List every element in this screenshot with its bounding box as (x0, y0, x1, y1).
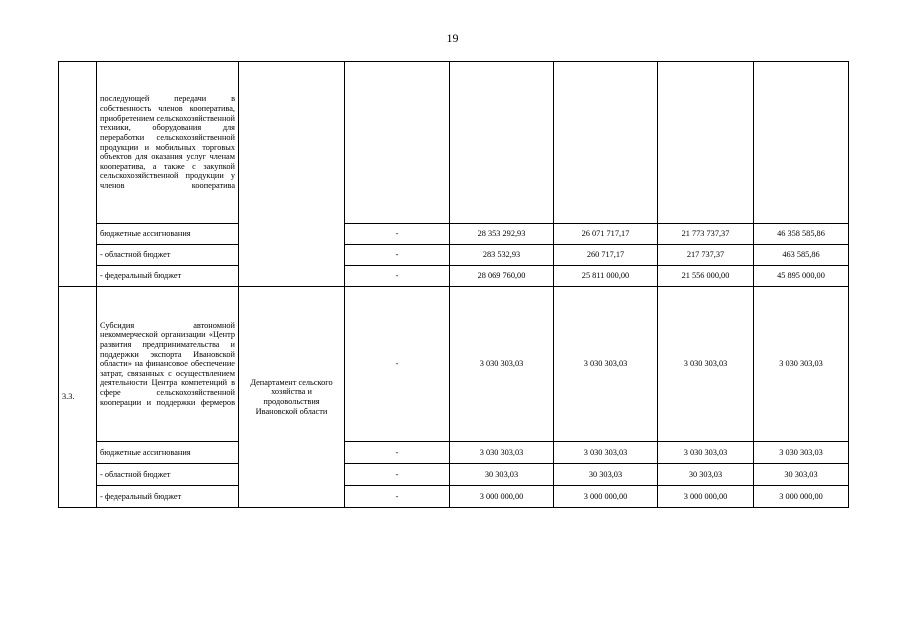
value-cell: 463 585,86 (754, 245, 849, 266)
row-label: - областной бюджет (97, 245, 239, 266)
table-row (59, 62, 849, 224)
page-number: 19 (446, 31, 459, 45)
dash-cell: - (345, 266, 450, 287)
code-cell (59, 62, 97, 287)
row-label: бюджетные ассигнования (97, 442, 239, 464)
value-cell: 46 358 585,86 (754, 224, 849, 245)
row-label: - областной бюджет (97, 464, 239, 486)
table-row (59, 442, 849, 464)
value-cell: 45 895 000,00 (754, 266, 849, 287)
value-cell: 3 030 303,03 (554, 442, 658, 464)
value-cell: 3 000 000,00 (450, 486, 554, 508)
value-cell: 3 000 000,00 (754, 486, 849, 508)
row-label: бюджетные ассигнования (97, 224, 239, 245)
row-label: - федеральный бюджет (97, 266, 239, 287)
value-cell: 3 000 000,00 (658, 486, 754, 508)
value-cell: 217 737,37 (658, 245, 754, 266)
description-cell: последующей передачи в собственность членов кооператива, приобретением сельскохозяйственной техники, оборудования для переработки сельскохозяйственной продукции и мобильных торговых объектов для оказания услуг членам кооператива, а также с закупкой сельскохозяйственной продукции у членов кооператива (97, 62, 239, 224)
value-cell: 30 303,03 (658, 464, 754, 486)
empty-cell (450, 62, 554, 224)
value-cell: 21 773 737,37 (658, 224, 754, 245)
table-row (59, 287, 849, 442)
table-row (59, 224, 849, 245)
value-cell: 283 532,93 (450, 245, 554, 266)
dash-cell: - (345, 287, 450, 442)
value-cell: 21 556 000,00 (658, 266, 754, 287)
budget-table (58, 61, 849, 508)
executor-cell: Департамент сельского хозяйства и продовольствия Ивановской области (239, 287, 345, 508)
dash-cell: - (345, 464, 450, 486)
value-cell: 3 030 303,03 (450, 287, 554, 442)
empty-cell (658, 62, 754, 224)
value-cell: 26 071 717,17 (554, 224, 658, 245)
dash-cell: - (345, 486, 450, 508)
value-cell: 28 069 760,00 (450, 266, 554, 287)
value-cell: 260 717,17 (554, 245, 658, 266)
empty-cell (554, 62, 658, 224)
table-row (59, 486, 849, 508)
empty-cell (754, 62, 849, 224)
dash-cell: - (345, 245, 450, 266)
value-cell: 30 303,03 (754, 464, 849, 486)
dash-cell: - (345, 224, 450, 245)
code-cell: 3.3. (59, 287, 97, 508)
value-cell: 28 353 292,93 (450, 224, 554, 245)
empty-cell (345, 62, 450, 224)
table-row (59, 464, 849, 486)
value-cell: 3 000 000,00 (554, 486, 658, 508)
row-label: - федеральный бюджет (97, 486, 239, 508)
table-row (59, 245, 849, 266)
value-cell: 30 303,03 (554, 464, 658, 486)
value-cell: 3 030 303,03 (754, 287, 849, 442)
value-cell: 3 030 303,03 (450, 442, 554, 464)
description-cell: Субсидия автономной некоммерческой организации «Центр развития предпринимательства и поддержки экспорта Ивановской области» на финансовое обеспечение затрат, связанных с осуществлением деятельности Центра компетенций в сфере сельскохозяйственной кооперации и поддержки фермеров (97, 287, 239, 442)
dash-cell: - (345, 442, 450, 464)
executor-cell (239, 62, 345, 287)
value-cell: 25 811 000,00 (554, 266, 658, 287)
value-cell: 3 030 303,03 (658, 442, 754, 464)
value-cell: 3 030 303,03 (554, 287, 658, 442)
value-cell: 3 030 303,03 (658, 287, 754, 442)
value-cell: 30 303,03 (450, 464, 554, 486)
table-row (59, 266, 849, 287)
value-cell: 3 030 303,03 (754, 442, 849, 464)
